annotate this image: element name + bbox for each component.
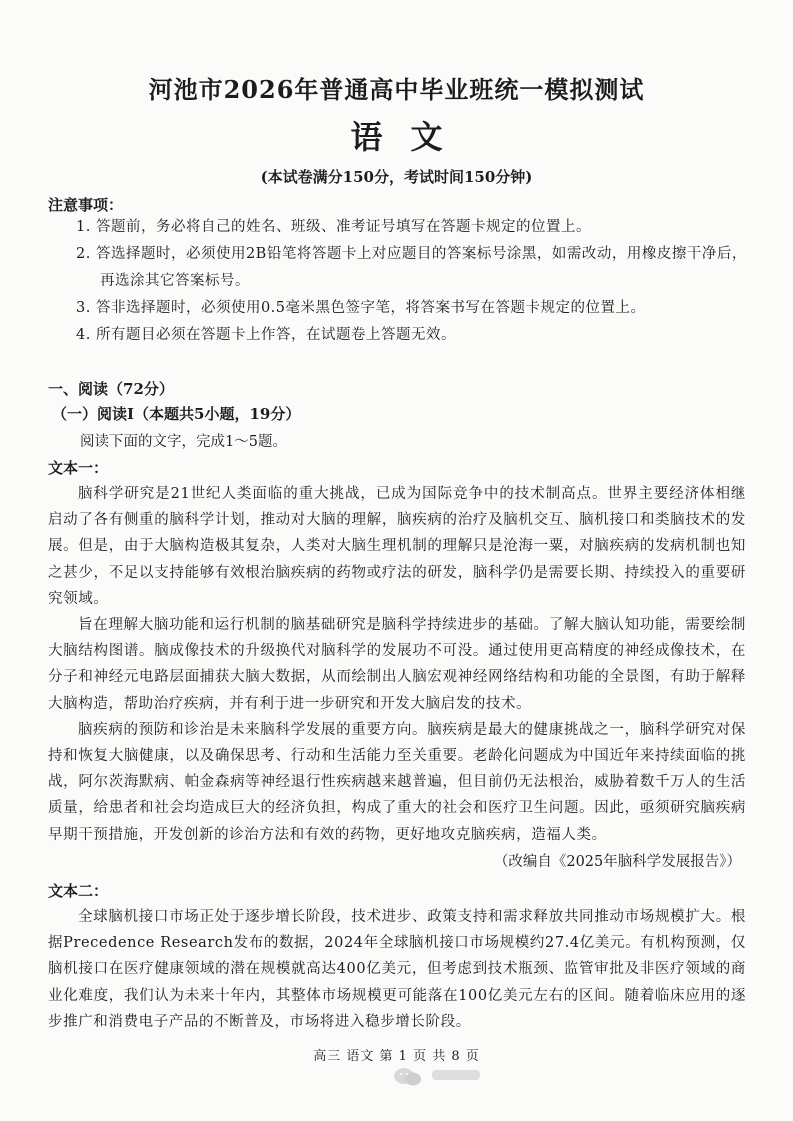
watermark-blur [430, 1064, 482, 1086]
notice-item: 3. 答非选择题时，必须使用0.5毫米黑色签字笔，将答案书写在答题卡规定的位置上。 [76, 300, 646, 316]
subsection-title: （一）阅读Ⅰ（本题共5小题，19分） [52, 405, 301, 423]
exam-title: 河池市2026年普通高中毕业班统一模拟测试 [148, 75, 645, 104]
text1-label: 文本一： [48, 459, 109, 477]
wechat-watermark-icon [392, 1066, 424, 1088]
notice-item: 1. 答题前，务必将自己的姓名、班级、准考证号填写在答题卡规定的位置上。 [76, 219, 591, 235]
notice-list [48, 214, 748, 349]
notice-title: 注意事项： [48, 196, 124, 214]
text1-source: （改编自《2025年脑科学发展报告》） [493, 854, 741, 870]
text1-paragraph: 脑科学研究是21世纪人类面临的重大挑战，已成为国际竞争中的技术制高点。世界主要经济体相继启动了各有侧重的脑科学计划，推动对大脑的理解，脑疾病的治疗及脑机交互、脑机接口和类脑技术的发展。但是，由于大脑构造极其复杂，人类对大脑生理机制的理解只是沧海一粟，对脑疾病的发病机制也知之甚少，不足以支持能够有效根治脑疾病的药物或疗法的研发，脑科学仍是需要长期、持续投入的重要研究领域。 [48, 486, 746, 607]
text1-body [48, 481, 746, 848]
section-title: 一、阅读（72分） [48, 380, 174, 398]
reading-instruction: 阅读下面的文字，完成1～5题。 [80, 434, 287, 450]
text2-paragraph: 全球脑机接口市场正处于逐步增长阶段，技术进步、政策支持和需求释放共同推动市场规模扩大。根据Precedence Research发布的数据，2024年全球脑机接口市场规模约27.4亿美元。有机构预测，仅脑机接口在医疗健康领域的潜在规模就高达400亿美元，但考虑到技术瓶颈、监管审批及非医疗领域的商业化难度，我们认为未来十年内，其整体市场规模更可能落在100亿美元左右的区间。随着临床应用的逐步推广和消费电子产品的不断普及，市场将进入稳步增长阶段。 [48, 909, 746, 1030]
notice-item: 4. 所有题目必须在答题卡上作答，在试题卷上答题无效。 [76, 327, 456, 343]
text2-body [48, 904, 746, 1035]
text2-label: 文本二： [48, 882, 109, 900]
notice-item: 2. 答选择题时，必须使用2B铅笔将答题卡上对应题目的答案标号涂黑，如需改动，用橡皮擦干净后，再选涂其它答案标号。 [76, 246, 747, 289]
text1-paragraph: 旨在理解大脑功能和运行机制的脑基础研究是脑科学持续进步的基础。了解大脑认知功能，需要绘制大脑结构图谱。脑成像技术的升级换代对脑科学的发展功不可没。通过使用更高精度的神经成像技术，在分子和神经元电路层面捕获大脑大数据，从而绘制出人脑宏观神经网络结构和功能的全景图，有助于解释大脑构造，帮助治疗疾病，并有利于进一步研究和开发大脑启发的技术。 [48, 617, 746, 712]
subject-title: 语文 [350, 118, 471, 156]
exam-note: (本试卷满分150分，考试时间150分钟) [260, 168, 533, 186]
text1-paragraph: 脑疾病的预防和诊治是未来脑科学发展的重要方向。脑疾病是最大的健康挑战之一，脑科学研究对保持和恢复大脑健康，以及确保思考、行动和生活能力至关重要。老龄化问题成为中国近年来持续面临的挑战，阿尔茨海默病、帕金森病等神经退行性疾病越来越普遍，但目前仍无法根治，威胁着数千万人的生活质量，给患者和社会均造成巨大的经济负担，构成了重大的社会和医疗卫生问题。因此，亟须研究脑疾病早期干预措施，开发创新的诊治方法和有效的药物，更好地攻克脑疾病，造福人类。 [48, 721, 746, 843]
page-footer: 高三 语文 第 1 页 共 8 页 [313, 1049, 480, 1064]
